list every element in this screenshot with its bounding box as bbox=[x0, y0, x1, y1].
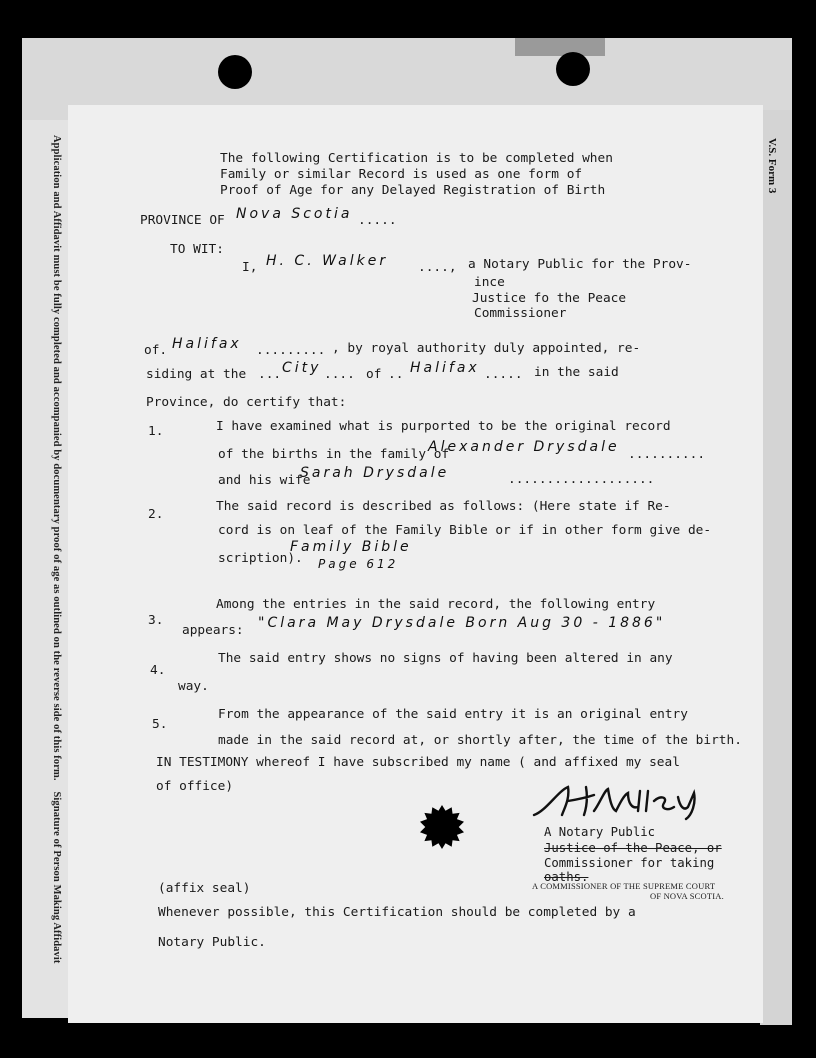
item1-number: 1. bbox=[148, 424, 164, 439]
form-id: V.S. Form 3 bbox=[766, 138, 778, 194]
item2-number: 2. bbox=[148, 507, 164, 522]
description-value-2: Page 612 bbox=[318, 557, 399, 571]
item5-text: From the appearance of the said entry it is an original entry bbox=[218, 707, 688, 722]
stamp-line-1: A COMMISSIONER OF THE SUPREME COURT bbox=[532, 881, 716, 891]
of2-label: of bbox=[366, 367, 382, 382]
footer-line-1: Whenever possible, this Certification should be completed by a bbox=[158, 905, 636, 920]
to-wit-label: TO WIT: bbox=[170, 242, 224, 257]
signer-title-3: Commissioner for taking bbox=[544, 856, 715, 870]
name-dots: ...., bbox=[418, 260, 457, 275]
residing-value: City bbox=[282, 360, 322, 376]
item4-number: 4. bbox=[150, 663, 166, 678]
of2-value: Halifax bbox=[410, 360, 480, 376]
office-text: of office) bbox=[156, 779, 234, 794]
father-dots: .......... bbox=[628, 447, 706, 462]
certification-page bbox=[68, 105, 763, 1023]
i-label: I, bbox=[242, 260, 258, 275]
side-note: Application and Affidavit must be fully completed and accompanied by documentary proof of age as outlined on the reverse side of this form. Signature of Person Making Affidavit bbox=[51, 135, 62, 964]
signature bbox=[528, 781, 708, 821]
appointed-text: , by royal authority duly appointed, re- bbox=[332, 341, 641, 356]
residing-dots: ... bbox=[258, 367, 282, 382]
item4-text-2: way. bbox=[178, 679, 209, 694]
footer-line-2: Notary Public. bbox=[158, 935, 266, 950]
item2-text: The said record is described as follows: (Here state if Re- bbox=[216, 499, 671, 514]
item3-text: Among the entries in the said record, the following entry bbox=[216, 597, 656, 612]
of-value: Halifax bbox=[172, 336, 242, 352]
item4-text: The said entry shows no signs of having been altered in any bbox=[218, 651, 673, 666]
heading-line-3: Proof of Age for any Delayed Registration of Birth bbox=[220, 183, 606, 198]
affix-seal-label: (affix seal) bbox=[158, 881, 251, 896]
side-signature-label: Signature of Person Making Affidavit bbox=[51, 791, 62, 964]
wife-text: and his wife bbox=[218, 473, 311, 488]
wife-name: Sarah Drysdale bbox=[300, 465, 450, 481]
description-value-1: Family Bible bbox=[290, 539, 412, 555]
of2-dots: .. bbox=[388, 367, 404, 382]
of-label: of. bbox=[144, 343, 168, 358]
province-certify: Province, do certify that: bbox=[146, 395, 347, 410]
right-edge-sheet bbox=[760, 110, 792, 1025]
capacity-line-2: ince bbox=[474, 275, 505, 290]
heading-line-1: The following Certification is to be completed when bbox=[220, 151, 613, 166]
stamp-line-2: OF NOVA SCOTIA. bbox=[650, 891, 724, 901]
item5-number: 5. bbox=[152, 717, 168, 732]
item2-text-2: cord is on leaf of the Family Bible or if in other form give de- bbox=[218, 523, 712, 538]
residing-dots-2: .... bbox=[324, 367, 355, 382]
residing-text: siding at the bbox=[146, 367, 247, 382]
signer-title-2: Justice of the Peace, or bbox=[544, 841, 722, 855]
province-dots: ..... bbox=[358, 213, 397, 228]
capacity-line-1: a Notary Public for the Prov- bbox=[468, 257, 692, 272]
of-dots: ......... bbox=[256, 343, 326, 358]
province-label: PROVINCE OF bbox=[140, 213, 225, 228]
appears-text: appears: bbox=[182, 623, 244, 638]
of2-dots-2: ..... bbox=[484, 367, 523, 382]
signer-title-1: A Notary Public bbox=[544, 825, 656, 839]
signer-title-4: oaths. bbox=[544, 870, 589, 884]
capacity-line-3: Justice fo the Peace bbox=[472, 291, 627, 306]
punch-hole-right bbox=[556, 52, 590, 86]
province-value: Nova Scotia bbox=[236, 206, 353, 222]
births-text: of the births in the family of bbox=[218, 447, 450, 462]
capacity-line-4: Commissioner bbox=[474, 306, 567, 321]
heading-line-2: Family or similar Record is used as one form of bbox=[220, 167, 583, 182]
father-name: Alexander Drysdale bbox=[428, 439, 620, 455]
punch-hole-left bbox=[218, 55, 252, 89]
entry-value: "Clara May Drysdale Born Aug 30 - 1886" bbox=[258, 615, 666, 631]
wife-dots: ................... bbox=[508, 472, 655, 487]
item2-text-3: scription). bbox=[218, 551, 303, 566]
tape-strip bbox=[515, 38, 605, 56]
notary-seal bbox=[420, 805, 464, 849]
item1-text: I have examined what is purported to be the original record bbox=[216, 419, 671, 434]
notary-name: H. C. Walker bbox=[266, 253, 389, 269]
item3-number: 3. bbox=[148, 613, 164, 628]
testimony-text: IN TESTIMONY whereof I have subscribed my name ( and affixed my seal bbox=[156, 755, 680, 770]
in-said-text: in the said bbox=[534, 365, 619, 380]
item5-text-2: made in the said record at, or shortly after, the time of the birth. bbox=[218, 733, 742, 748]
